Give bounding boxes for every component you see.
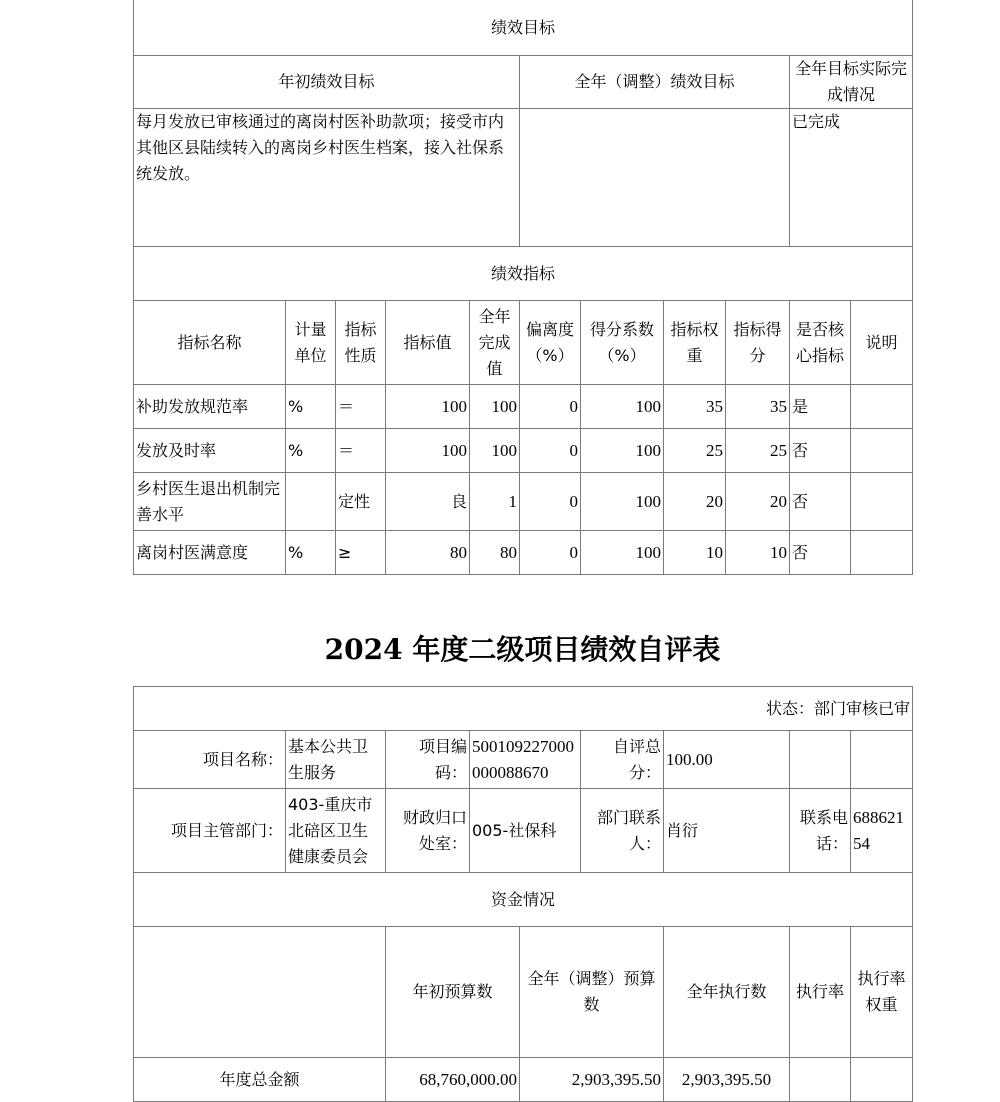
- header-score-coef: 得分系数（%）: [581, 301, 664, 385]
- table-row: [134, 473, 913, 531]
- total-rate: [790, 1058, 851, 1102]
- project-name-label: 项目名称：: [134, 731, 286, 789]
- indicator-weight: 10: [664, 531, 726, 575]
- indicator-unit: %: [286, 385, 336, 429]
- indicator-deviation: 0: [520, 473, 581, 531]
- indicator-unit: %: [286, 531, 336, 575]
- indicator-core: 否: [790, 531, 851, 575]
- indicator-actual: 100: [470, 429, 520, 473]
- header-nature: 指标性质: [336, 301, 386, 385]
- table-row: [134, 429, 913, 473]
- table-row: [134, 385, 913, 429]
- finance-label: 财政归口处室：: [386, 789, 470, 873]
- indicator-name: 乡村医生退出机制完善水平: [134, 473, 286, 531]
- indicator-nature: 定性: [336, 473, 386, 531]
- funds-header-rate: 执行率: [790, 927, 851, 1058]
- page-title: 2024 年度二级项目绩效自评表: [324, 633, 721, 666]
- indicator-target: 良: [386, 473, 470, 531]
- initial-goal-text: 每月发放已审核通过的离岗村医补助款项；接受市内其他区县陆续转入的离岗乡村医生档案，接入社保系统发放。: [134, 109, 520, 247]
- indicator-core: 否: [790, 473, 851, 531]
- header-indicator-name: 指标名称: [134, 301, 286, 385]
- phone-label: 联系电话：: [790, 789, 851, 873]
- col-initial-goal: 年初绩效目标: [134, 56, 520, 109]
- funds-header-adjusted: 全年（调整）预算数: [520, 927, 664, 1058]
- self-score-label: 自评总分：: [581, 731, 664, 789]
- header-deviation: 偏离度（%）: [520, 301, 581, 385]
- indicator-name: 补助发放规范率: [134, 385, 286, 429]
- total-rate-weight: [851, 1058, 913, 1102]
- total-label: 年度总金额: [134, 1058, 386, 1102]
- indicator-target: 100: [386, 429, 470, 473]
- indicator-unit: %: [286, 429, 336, 473]
- phone-value: 68862154: [851, 789, 913, 873]
- indicator-score: 20: [726, 473, 790, 531]
- indicator-target: 80: [386, 531, 470, 575]
- indicator-note: [851, 429, 913, 473]
- funds-header-rate-weight: 执行率权重: [851, 927, 913, 1058]
- funds-header-initial: 年初预算数: [386, 927, 520, 1058]
- indicator-deviation: 0: [520, 531, 581, 575]
- self-score-value: 100.00: [664, 731, 790, 789]
- header-target-value: 指标值: [386, 301, 470, 385]
- indicator-score: 35: [726, 385, 790, 429]
- indicator-nature: ＝: [336, 429, 386, 473]
- total-adjusted: 2,903,395.50: [520, 1058, 664, 1102]
- indicator-coef: 100: [581, 473, 664, 531]
- dept-label: 项目主管部门：: [134, 789, 286, 873]
- indicator-deviation: 0: [520, 385, 581, 429]
- project-code-label: 项目编码：: [386, 731, 470, 789]
- indicator-core: 否: [790, 429, 851, 473]
- indicator-score: 10: [726, 531, 790, 575]
- indicator-nature: ≥: [336, 531, 386, 575]
- empty-cell: [851, 731, 913, 789]
- indicator-coef: 100: [581, 429, 664, 473]
- finance-value: 005-社保科: [470, 789, 581, 873]
- indicator-core: 是: [790, 385, 851, 429]
- indicator-weight: 35: [664, 385, 726, 429]
- indicator-note: [851, 473, 913, 531]
- header-unit: 计量单位: [286, 301, 336, 385]
- indicator-name: 发放及时率: [134, 429, 286, 473]
- self-eval-table: [133, 686, 913, 1102]
- project-name-value: 基本公共卫生服务: [286, 731, 386, 789]
- total-initial: 68,760,000.00: [386, 1058, 520, 1102]
- indicator-name: 离岗村医满意度: [134, 531, 286, 575]
- table-row: [134, 531, 913, 575]
- indicator-note: [851, 385, 913, 429]
- indicator-target: 100: [386, 385, 470, 429]
- indicator-weight: 25: [664, 429, 726, 473]
- header-weight: 指标权重: [664, 301, 726, 385]
- status-text: 状态：部门审核已审: [134, 687, 913, 731]
- indicator-score: 25: [726, 429, 790, 473]
- col-adjusted-goal: 全年（调整）绩效目标: [520, 56, 790, 109]
- indicator-deviation: 0: [520, 429, 581, 473]
- actual-completion-text: 已完成: [790, 109, 913, 247]
- empty-cell: [134, 927, 386, 1058]
- table-row: [134, 1058, 913, 1102]
- header-core: 是否核心指标: [790, 301, 851, 385]
- dept-value: 403-重庆市北碚区卫生健康委员会: [286, 789, 386, 873]
- header-score: 指标得分: [726, 301, 790, 385]
- adjusted-goal-text: [520, 109, 790, 247]
- funds-header-executed: 全年执行数: [664, 927, 790, 1058]
- indicator-actual: 100: [470, 385, 520, 429]
- indicators-section-title: 绩效指标: [134, 247, 913, 301]
- contact-label: 部门联系人：: [581, 789, 664, 873]
- indicator-note: [851, 531, 913, 575]
- perf-goal-section-title: 绩效目标: [134, 0, 913, 56]
- empty-cell: [790, 731, 851, 789]
- performance-table: [133, 0, 913, 575]
- indicator-unit: [286, 473, 336, 531]
- indicator-coef: 100: [581, 385, 664, 429]
- indicator-coef: 100: [581, 531, 664, 575]
- col-actual-completion: 全年目标实际完成情况: [790, 56, 913, 109]
- indicator-nature: ＝: [336, 385, 386, 429]
- indicator-actual: 80: [470, 531, 520, 575]
- header-actual-value: 全年完成值: [470, 301, 520, 385]
- indicator-actual: 1: [470, 473, 520, 531]
- total-executed: 2,903,395.50: [664, 1058, 790, 1102]
- project-code-value: 500109227000000088670: [470, 731, 581, 789]
- funds-section-title: 资金情况: [134, 873, 913, 927]
- header-note: 说明: [851, 301, 913, 385]
- indicator-weight: 20: [664, 473, 726, 531]
- contact-value: 肖衍: [664, 789, 790, 873]
